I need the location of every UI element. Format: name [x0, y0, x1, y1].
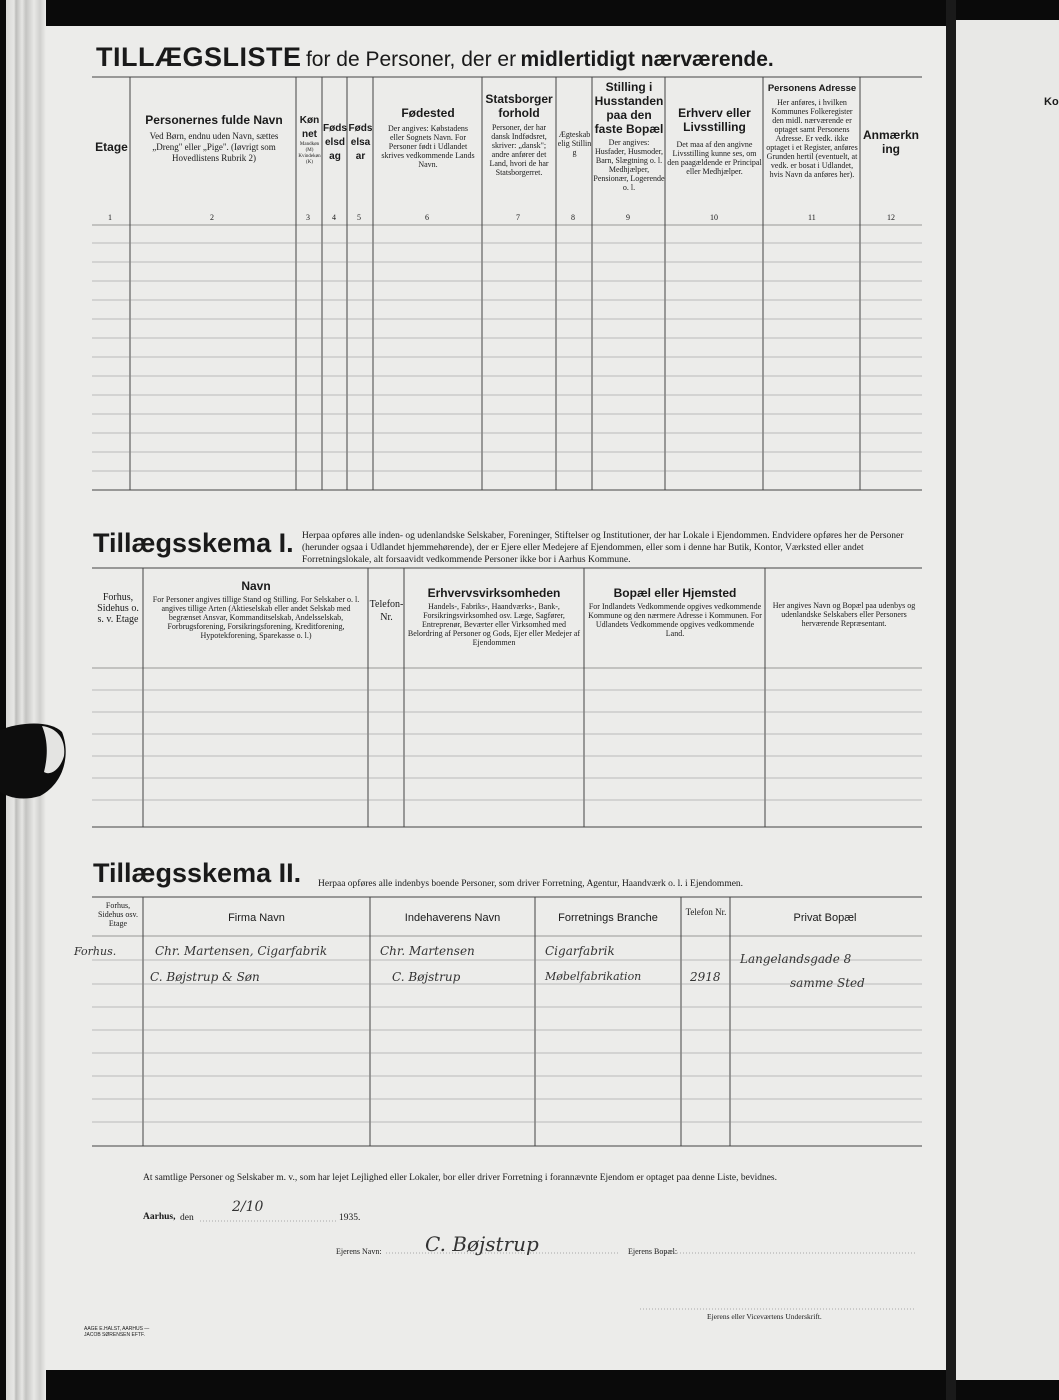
skema1-intro: Herpaa opføres alle inden- og udenlandske Selskaber, Foreninger, Stiftelser og Institutioner, der har Lokale i Ejendommen. Endvidere opføres her de Personer (herunder ogsaa i Udlandet hjemmehørende), der er Ejere eller Medejere af Ejendommen, eller som i denne har Butik, Kontor, Værksted eller andet Forretningslokale, alt forsaavidt vedkommende Personer ikke bor i Aarhus Kommune.: [302, 531, 904, 565]
title-main: TILLÆGSLISTE: [96, 42, 302, 72]
footer-place: Aarhus,: [143, 1212, 176, 1222]
col-fodested: Fødested Der angives: Købstadens eller Sognets Navn. For Personer født i Udlandet skrives vedkommende Lands Navn.: [381, 106, 475, 169]
col-num-7: 7: [516, 213, 520, 222]
entry-indehaver-2: C. Bøjstrup: [392, 970, 461, 984]
col-num-5: 5: [357, 213, 361, 222]
col-navn: Personernes fulde Navn Ved Børn, endnu uden Navn, sættes „Dreng" eller „Pige". (Iøvrigt som Hovedlistens Rubrik 2): [145, 113, 283, 163]
col-fodselsaar: Fødselsaar: [348, 123, 373, 162]
footer-den: den: [180, 1213, 194, 1223]
s1-col-etage: Forhus, Sidehus o. s. v. Etage: [97, 592, 139, 625]
entry-telefon: 2918: [690, 970, 721, 984]
entry-firma-2: C. Bøjstrup & Søn: [150, 970, 260, 984]
entry-branche-2: Møbelfabrikation: [545, 970, 642, 983]
s1-col-repraesentant: Her angives Navn og Bopæl paa udenbys og udenlandske Selskabers eller Personers herværende Repræsentant.: [772, 601, 916, 628]
entry-bopael-1: Langelandsgade 8: [740, 952, 852, 966]
owner-signature: C. Bøjstrup: [425, 1232, 539, 1256]
footer-statement: At samtlige Personer og Selskaber m. v., som har lejet Lejlighed eller Lokaler, bor eller driver Forretning i forannævnte Ejendom er optaget paa denne Liste, bevidnes.: [143, 1173, 777, 1183]
thumb-shadow: [0, 722, 66, 800]
entry-indehaver-1: Chr. Martensen: [380, 944, 475, 958]
next-page-text: Ko: [1044, 96, 1059, 108]
owner-address-label: Ejerens Bopæl:: [628, 1247, 678, 1256]
signature-label: Ejerens eller Viceværtens Underskrift.: [707, 1312, 822, 1321]
s2-col-indehaver: Indehaverens Navn: [404, 912, 501, 924]
entry-etage: Forhus.: [74, 945, 117, 958]
entry-bopael-2: samme Sted: [790, 976, 865, 990]
title-dot: .: [767, 48, 774, 71]
footer-year: 1935.: [339, 1213, 361, 1223]
col-num-4: 4: [332, 213, 336, 222]
col-aegteskab: Ægteskabelig Stilling: [557, 130, 592, 157]
page-title: [96, 42, 774, 73]
skema1-heading: Tillægsskema I.: [93, 528, 294, 558]
printer-imprint: AAGE E.HALST, AARHUS — JACOB SØRENSEN EFTF.: [84, 1326, 150, 1338]
s2-col-firma: Firma Navn: [228, 912, 285, 924]
entry-firma-1: Chr. Martensen, Cigarfabrik: [155, 944, 328, 958]
col-num-9: 9: [626, 213, 630, 222]
s2-col-etage: Forhus, Sidehus osv. Etage: [98, 901, 138, 928]
s2-col-telefon: Telefon Nr.: [685, 907, 727, 917]
s1-col-bopael: Bopæl eller Hjemsted For Indlandets Vedkommende opgives vedkommende Kommune og den nærmere Adresse i Kommunen. For Udlandets Vedkommende opgives vedkommende Land.: [588, 586, 762, 638]
entry-branche-1: Cigarfabrik: [545, 944, 615, 958]
skema2-heading: Tillægsskema II.: [93, 858, 302, 888]
col-adresse: Personens Adresse Her anføres, i hvilken Kommunes Folkeregister den midl. nærværende er optaget samt Personens Adresse. Er vedk. ikke optaget i et Register, anføres Grunden hertil (eventuelt, at vedk. er bosat i Udlandet, hvis Navn da anføres her).: [766, 83, 858, 179]
col-stilling-husstand: Stilling i Husstanden paa den faste Bopæl Der angives: Husfader, Husmoder, Barn, Slægtning o. l. Medhjælper, Pensionær, Logerende o. l.: [593, 80, 665, 192]
col-num-6: 6: [425, 213, 429, 222]
s1-col-erhverv: Erhvervsvirksomheden Handels-, Fabriks-, Haandværks-, Bank-, Forsikringsvirksomhed osv. Læge, Sagfører, Entreprenør, Beværter eller Virksomhed med Belordring af Personer og Gods, Ejer eller Medejer af Ejendommen: [407, 586, 581, 647]
col-etage: Etage: [95, 140, 128, 154]
s2-col-branche: Forretnings Branche: [558, 912, 658, 924]
col-erhverv: Erhverv eller Livsstilling Det maa af den angivne Livsstilling kunne ses, om den paagældende er Principal eller Medhjælper.: [667, 106, 762, 176]
title-bold: midlertidigt nærværende: [520, 48, 768, 71]
col-konnet: Kønnet Mandkøn (M) Kvindekøn (K): [298, 115, 321, 165]
s1-col-navn: Navn For Personer angives tillige Stand og Stilling. For Selskaber o. l. angives tillige Arten (Aktieselskab eller andet Selskab med begrænset Ansvar, Kommanditselskab, Andelsselskab, Forbrugsforening, Forsikringsforening, Kreditforening, Hypotekforening, Sparekasse o. l.): [152, 579, 360, 640]
col-num-12: 12: [887, 213, 895, 222]
skema2-intro: Herpaa opføres alle indenbys boende Personer, som driver Forretning, Agentur, Haandværk o. l. i Ejendommen.: [318, 879, 744, 889]
title-part1: for de Personer, der er: [305, 48, 517, 71]
col-fodselsdag: Fødselsdag: [323, 123, 347, 162]
col-num-8: 8: [571, 213, 575, 222]
owner-name-label: Ejerens Navn:: [336, 1247, 382, 1256]
col-anmaerkning: Anmærkning: [862, 128, 919, 156]
col-num-3: 3: [306, 213, 310, 222]
col-statsborger: Statsborgerforhold Personer, der har dansk Indfødsret, skriver: „dansk"; andre anfører det Land, hvori de har Statsborgerret.: [485, 92, 553, 177]
footer-date: 2/10: [232, 1199, 264, 1215]
col-num-1: 1: [108, 213, 112, 222]
s2-col-bopael: Privat Bopæl: [793, 912, 857, 924]
col-num-10: 10: [710, 213, 718, 222]
s1-col-telefon: Telefon-Nr.: [369, 599, 404, 623]
col-num-11: 11: [808, 213, 816, 222]
col-num-2: 2: [210, 213, 214, 222]
